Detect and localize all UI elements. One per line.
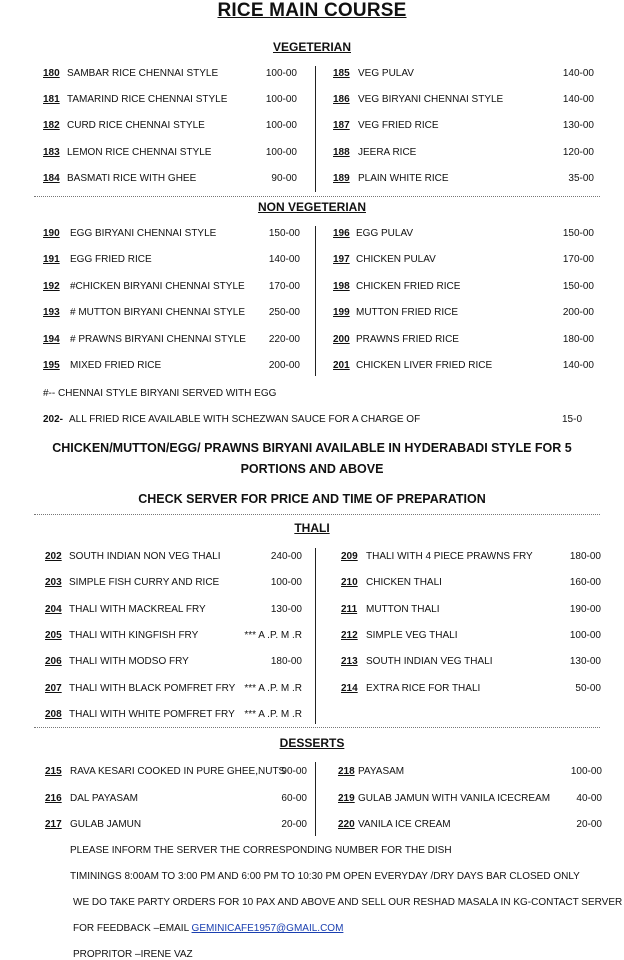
item-name: LEMON RICE CHENNAI STYLE <box>67 146 212 158</box>
item-price: 180-00 <box>562 333 594 345</box>
item-price: 150-00 <box>562 280 594 292</box>
item-name: CHICKEN LIVER FRIED RICE <box>356 360 493 371</box>
item-name: SOUTH INDIAN NON VEG THALI <box>69 551 221 562</box>
item-number: 185 <box>333 68 350 79</box>
item-price: 200-00 <box>268 360 300 371</box>
item-price: *** A .P. M .R <box>244 629 302 641</box>
item-number: 205 <box>45 629 62 641</box>
item-name: VANILA ICE CREAM <box>358 819 451 830</box>
menu-item <box>0 764 624 780</box>
item-price: 50-00 <box>575 682 601 694</box>
item-name: #CHICKEN BIRYANI CHENNAI STYLE <box>70 280 245 292</box>
item-number: 193 <box>43 307 60 319</box>
item-number: 195 <box>43 360 60 371</box>
item-price: 140-00 <box>268 254 300 266</box>
menu-item <box>0 145 624 161</box>
item-price: 60-00 <box>281 792 307 804</box>
item-price: 180-00 <box>270 656 302 668</box>
item-number: 201 <box>333 360 350 371</box>
item-name: # PRAWNS BIRYANI CHENNAI STYLE <box>70 333 246 345</box>
item-price: 160-00 <box>569 577 601 589</box>
item-name: VEG PULAV <box>358 68 414 79</box>
item-number: 198 <box>333 280 350 292</box>
item-price: 130-00 <box>562 120 594 132</box>
section-vegetarian: VEGETERIAN <box>272 40 351 54</box>
note-schezwan-price: 15-0 <box>562 414 583 425</box>
item-number: 218 <box>338 766 355 777</box>
item-name: EXTRA RICE FOR THALI <box>366 682 481 694</box>
item-name: RAVA KESARI COOKED IN PURE GHEE,NUTS <box>70 766 286 777</box>
item-price: 170-00 <box>268 280 300 292</box>
menu-item <box>0 252 624 268</box>
item-name: TAMARIND RICE CHENNAI STYLE <box>67 94 228 106</box>
section-non-vegetarian: NON VEGETERIAN <box>257 200 366 214</box>
item-number: 183 <box>43 146 60 158</box>
item-name: PRAWNS FRIED RICE <box>356 333 459 345</box>
item-price: 240-00 <box>270 551 302 562</box>
item-name: CHICKEN FRIED RICE <box>356 280 461 292</box>
divider <box>34 727 600 728</box>
item-number: 186 <box>333 94 350 106</box>
item-name: THALI WITH WHITE POMFRET FRY <box>69 708 235 720</box>
item-number: 210 <box>341 577 358 589</box>
item-price: 150-00 <box>562 228 594 239</box>
item-name: GULAB JAMUN WITH VANILA ICECREAM <box>358 792 551 804</box>
item-number: 208 <box>45 708 62 720</box>
item-price: 150-00 <box>268 228 300 239</box>
footer-feedback <box>73 923 343 934</box>
menu-item <box>0 602 624 618</box>
item-number: 192 <box>43 280 60 292</box>
item-price: 130-00 <box>569 656 601 668</box>
menu-item <box>0 305 624 321</box>
item-price: 190-00 <box>569 603 601 615</box>
item-name: EGG PULAV <box>356 228 414 239</box>
footer-timings: TIMININGS 8:00AM TO 3:00 PM AND 6:00 PM TO 10:30 PM OPEN EVERYDAY /DRY DAYS BAR CLOSED ONLY <box>70 871 580 882</box>
item-name: SAMBAR RICE CHENNAI STYLE <box>67 68 219 79</box>
item-price: 200-00 <box>562 307 594 319</box>
menu-item <box>0 92 624 108</box>
divider <box>34 196 600 197</box>
menu-item <box>0 118 624 134</box>
item-price: *** A .P. M .R <box>244 682 302 694</box>
menu-item <box>0 654 624 670</box>
item-price: 100-00 <box>570 766 602 777</box>
item-price: 100-00 <box>265 146 297 158</box>
item-price: *** A .P. M .R <box>244 708 302 720</box>
item-name: THALI WITH MACKREAL FRY <box>69 603 206 615</box>
item-price: 220-00 <box>268 333 300 345</box>
item-name: MIXED FRIED RICE <box>70 360 162 371</box>
item-name: SIMPLE VEG THALI <box>366 629 458 641</box>
menu-item <box>0 707 624 723</box>
item-number: 220 <box>338 819 355 830</box>
item-number: 216 <box>45 792 62 804</box>
page-title: RICE MAIN COURSE <box>217 0 407 21</box>
item-price: 130-00 <box>270 603 302 615</box>
item-number: 184 <box>43 172 60 184</box>
menu-item <box>0 791 624 807</box>
item-number: 212 <box>341 629 358 641</box>
item-price: 180-00 <box>569 551 601 562</box>
menu-item <box>0 226 624 242</box>
menu-item <box>0 279 624 295</box>
item-price: 90-00 <box>281 766 307 777</box>
item-name: CURD RICE CHENNAI STYLE <box>67 120 205 132</box>
item-price: 90-00 <box>271 172 297 184</box>
item-number: 200 <box>333 333 350 345</box>
item-name: THALI WITH 4 PIECE PRAWNS FRY <box>366 551 533 562</box>
menu-item <box>0 549 624 565</box>
hyderabadi-notice-line2: PORTIONS AND ABOVE <box>240 462 384 476</box>
item-name: VEG BIRYANI CHENNAI STYLE <box>358 94 504 106</box>
item-name: VEG FRIED RICE <box>358 120 439 132</box>
item-name: CHICKEN PULAV <box>356 254 436 266</box>
item-number: 194 <box>43 333 60 345</box>
item-name: MUTTON FRIED RICE <box>356 307 459 319</box>
item-name: THALI WITH KINGFISH FRY <box>69 629 199 641</box>
menu-item <box>0 332 624 348</box>
hyderabadi-notice-line1: CHICKEN/MUTTON/EGG/ PRAWNS BIRYANI AVAILABLE IN HYDERABADI STYLE FOR 5 <box>52 441 572 455</box>
note-schezwan-number: 202- <box>43 414 64 425</box>
item-name: # MUTTON BIRYANI CHENNAI STYLE <box>70 307 246 319</box>
item-number: 199 <box>333 307 350 319</box>
item-name: PLAIN WHITE RICE <box>358 172 449 184</box>
item-number: 215 <box>45 766 62 777</box>
item-number: 190 <box>43 228 60 239</box>
item-price: 140-00 <box>562 360 594 371</box>
item-number: 202 <box>45 551 62 562</box>
item-number: 209 <box>341 551 358 562</box>
feedback-label: FOR FEEDBACK –EMAIL <box>73 923 192 934</box>
menu-item <box>0 171 624 187</box>
item-number: 211 <box>341 603 358 615</box>
item-price: 100-00 <box>265 94 297 106</box>
item-name: THALI WITH BLACK POMFRET FRY <box>69 682 236 694</box>
item-name: CHICKEN THALI <box>366 577 442 589</box>
item-number: 219 <box>338 792 355 804</box>
item-price: 140-00 <box>562 68 594 79</box>
item-name: SOUTH INDIAN VEG THALI <box>366 656 493 668</box>
item-price: 140-00 <box>562 94 594 106</box>
item-number: 206 <box>45 656 62 668</box>
item-price: 170-00 <box>562 254 594 266</box>
note-schezwan-text: ALL FRIED RICE AVAILABLE WITH SCHEZWAN SAUCE FOR A CHARGE OF <box>69 414 421 425</box>
item-name: DAL PAYASAM <box>70 792 138 804</box>
item-price: 20-00 <box>281 819 307 830</box>
item-number: 182 <box>43 120 60 132</box>
column-divider <box>315 226 316 376</box>
footer-inform: PLEASE INFORM THE SERVER THE CORRESPONDING NUMBER FOR THE DISH <box>70 845 452 856</box>
section-thali: THALI <box>294 521 330 535</box>
item-number: 196 <box>333 228 350 239</box>
item-price: 100-00 <box>265 68 297 79</box>
menu-item <box>0 628 624 644</box>
item-number: 181 <box>43 94 60 106</box>
item-number: 207 <box>45 682 62 694</box>
item-number: 189 <box>333 172 350 184</box>
footer-proprietor: PROPRITOR –IRENE VAZ <box>73 949 193 960</box>
menu-item <box>0 66 624 82</box>
item-price: 40-00 <box>576 792 602 804</box>
item-price: 100-00 <box>569 629 601 641</box>
item-name: JEERA RICE <box>358 146 417 158</box>
menu-item <box>0 575 624 591</box>
item-number: 191 <box>43 254 60 266</box>
item-name: EGG FRIED RICE <box>70 254 152 266</box>
item-number: 214 <box>341 682 358 694</box>
item-price: 100-00 <box>265 120 297 132</box>
item-name: SIMPLE FISH CURRY AND RICE <box>69 577 220 589</box>
footer-party-orders: WE DO TAKE PARTY ORDERS FOR 10 PAX AND ABOVE AND SELL OUR RESHAD MASALA IN KG-CONTACT SERVER <box>73 897 623 908</box>
divider <box>34 514 600 515</box>
item-number: 213 <box>341 656 358 668</box>
item-number: 203 <box>45 577 62 589</box>
item-number: 197 <box>333 254 350 266</box>
item-number: 217 <box>45 819 62 830</box>
section-desserts: DESSERTS <box>279 736 345 750</box>
item-name: MUTTON THALI <box>366 603 440 615</box>
item-name: GULAB JAMUN <box>70 819 142 830</box>
item-number: 180 <box>43 68 60 79</box>
item-name: THALI WITH MODSO FRY <box>69 656 189 668</box>
item-price: 120-00 <box>562 146 594 158</box>
check-server-notice: CHECK SERVER FOR PRICE AND TIME OF PREPARATION <box>138 492 486 506</box>
item-number: 204 <box>45 603 62 615</box>
note-chennai-biryani: #-- CHENNAI STYLE BIRYANI SERVED WITH EGG <box>43 388 277 399</box>
item-price: 20-00 <box>576 819 602 830</box>
item-number: 187 <box>333 120 350 132</box>
item-price: 35-00 <box>568 172 594 184</box>
item-name: EGG BIRYANI CHENNAI STYLE <box>70 228 217 239</box>
menu-item <box>0 681 624 697</box>
menu-item <box>0 817 624 833</box>
item-name: PAYASAM <box>358 766 405 777</box>
item-number: 188 <box>333 146 350 158</box>
item-name: BASMATI RICE WITH GHEE <box>67 172 197 184</box>
item-price: 100-00 <box>270 577 302 589</box>
menu-item <box>0 358 624 374</box>
feedback-email-link[interactable]: GEMINICAFE1957@GMAIL.COM <box>191 923 344 934</box>
item-price: 250-00 <box>268 307 300 319</box>
